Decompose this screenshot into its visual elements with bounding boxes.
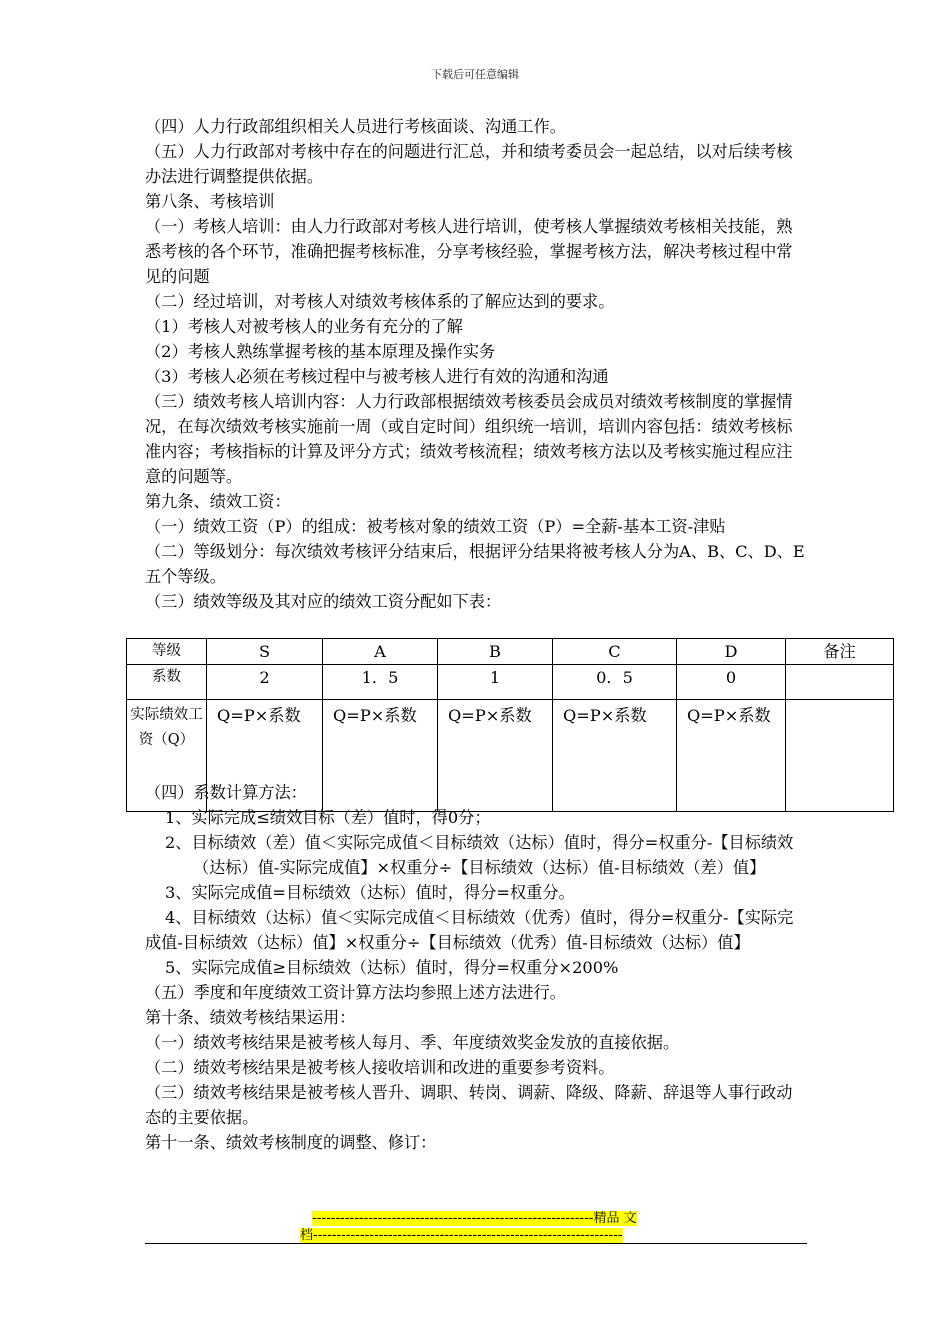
table-cell: Q=P×系数 [438, 700, 553, 812]
paragraph: （三）绩效考核结果是被考核人晋升、调职、转岗、调薪、降级、降薪、辞退等人事行政动态的主要依据。 [145, 1083, 793, 1127]
paragraph: （一）考核人培训：由人力行政部对考核人进行培训，使考核人掌握绩效考核相关技能，熟悉考核的各个环节，准确把握考核标准，分享考核经验，掌握考核方法，解决考核过程中常见的问题 [145, 217, 793, 286]
table-header-cell: 等级 [127, 639, 207, 665]
paragraph: （四）系数计算方法： [145, 783, 307, 802]
page-header: 下载后可任意编辑 [431, 68, 519, 81]
body-text-bottom [145, 780, 807, 1155]
body-text-top [145, 114, 807, 614]
table-cell [786, 665, 894, 700]
paragraph: （1）考核人对被考核人的业务有充分的了解 [145, 317, 463, 336]
paragraph: （五）人力行政部对考核中存在的问题进行汇总，并和绩考委员会一起总结，以对后续考核办法进行调整提供依据。 [145, 142, 793, 186]
paragraph: （一）绩效考核结果是被考核人每月、季、年度绩效奖金发放的直接依据。 [145, 1033, 680, 1052]
paragraph: （二）等级划分：每次绩效考核评分结束后，根据评分结果将被考核人分为A、B、C、D、E五个等级。 [145, 542, 805, 586]
table-cell: 0 [677, 665, 786, 700]
footer-line: 档------------------------------------------------------------------ [300, 1228, 623, 1243]
paragraph: （三）绩效考核人培训内容：人力行政部根据绩效考核委员会成员对绩效考核制度的掌握情况，在每次绩效考核实施前一周（或自定时间）组织统一培训，培训内容包括：绩效考核标准内容；考核指标的计算及评分方式；绩效考核流程；绩效考核方法以及考核实施过程应注意的问题等。 [145, 392, 793, 486]
list-item: 2、目标绩效（差）值＜实际完成值＜目标绩效（达标）值时，得分=权重分-【目标绩效（达标）值-实际完成值】×权重分÷【目标绩效（达标）值-目标绩效（差）值】 [165, 833, 794, 877]
table-header-cell: D [677, 639, 786, 665]
table-header-cell: 备注 [786, 639, 894, 665]
list-item: 4、目标绩效（达标）值＜实际完成值＜目标绩效（优秀）值时，得分=权重分-【实际完成值-目标绩效（达标）值】×权重分÷【目标绩效（优秀）值-目标绩效（达标）值】 [145, 908, 794, 952]
table-cell: 0．5 [553, 665, 677, 700]
paragraph: （三）绩效等级及其对应的绩效工资分配如下表： [145, 592, 502, 611]
list-item: 5、实际完成值≥目标绩效（达标）值时，得分=权重分×200% [165, 958, 619, 977]
paragraph: （五）季度和年度绩效工资计算方法均参照上述方法进行。 [145, 983, 566, 1002]
table-cell: 1．5 [323, 665, 438, 700]
paragraph: （四）人力行政部组织相关人员进行考核面谈、沟通工作。 [145, 117, 566, 136]
article-heading: 第九条、绩效工资： [145, 492, 291, 511]
row-label-coef: 系数 [127, 665, 207, 700]
table-cell: Q=P×系数 [553, 700, 677, 812]
table-header-cell: S [207, 639, 323, 665]
table-header-cell: B [438, 639, 553, 665]
list-item: 1、实际完成≤绩效目标（差）值时，得0分； [165, 808, 491, 827]
table-cell: Q=P×系数 [323, 700, 438, 812]
footer-watermark [300, 1210, 650, 1244]
paragraph: （3）考核人必须在考核过程中与被考核人进行有效的沟通和沟通 [145, 367, 609, 386]
table-header-row [127, 639, 894, 665]
article-heading: 第八条、考核培训 [145, 192, 275, 211]
paragraph: （一）绩效工资（P）的组成：被考核对象的绩效工资（P）=全薪-基本工资-津贴 [145, 517, 726, 536]
article-heading: 第十一条、绩效考核制度的调整、修订： [145, 1133, 437, 1152]
paragraph: （2）考核人熟练掌握考核的基本原理及操作实务 [145, 342, 496, 361]
row-label-salary: 实际绩效工资（Q） [127, 700, 207, 812]
table-cell: 1 [438, 665, 553, 700]
table-cell: Q=P×系数 [207, 700, 323, 812]
table-header-cell: A [323, 639, 438, 665]
table-header-cell: C [553, 639, 677, 665]
paragraph: （二）绩效考核结果是被考核人接收培训和改进的重要参考资料。 [145, 1058, 615, 1077]
paragraph: （二）经过培训，对考核人对绩效考核体系的了解应达到的要求。 [145, 292, 615, 311]
list-item: 3、实际完成值=目标绩效（达标）值时，得分=权重分。 [165, 883, 575, 902]
table-cell: Q=P×系数 [677, 700, 786, 812]
table-cell: 2 [207, 665, 323, 700]
footer-line: ------------------------------------------------------------精品 文 [312, 1211, 637, 1226]
footer-divider [145, 1243, 807, 1244]
article-heading: 第十条、绩效考核结果运用： [145, 1008, 356, 1027]
table-row [127, 665, 894, 700]
